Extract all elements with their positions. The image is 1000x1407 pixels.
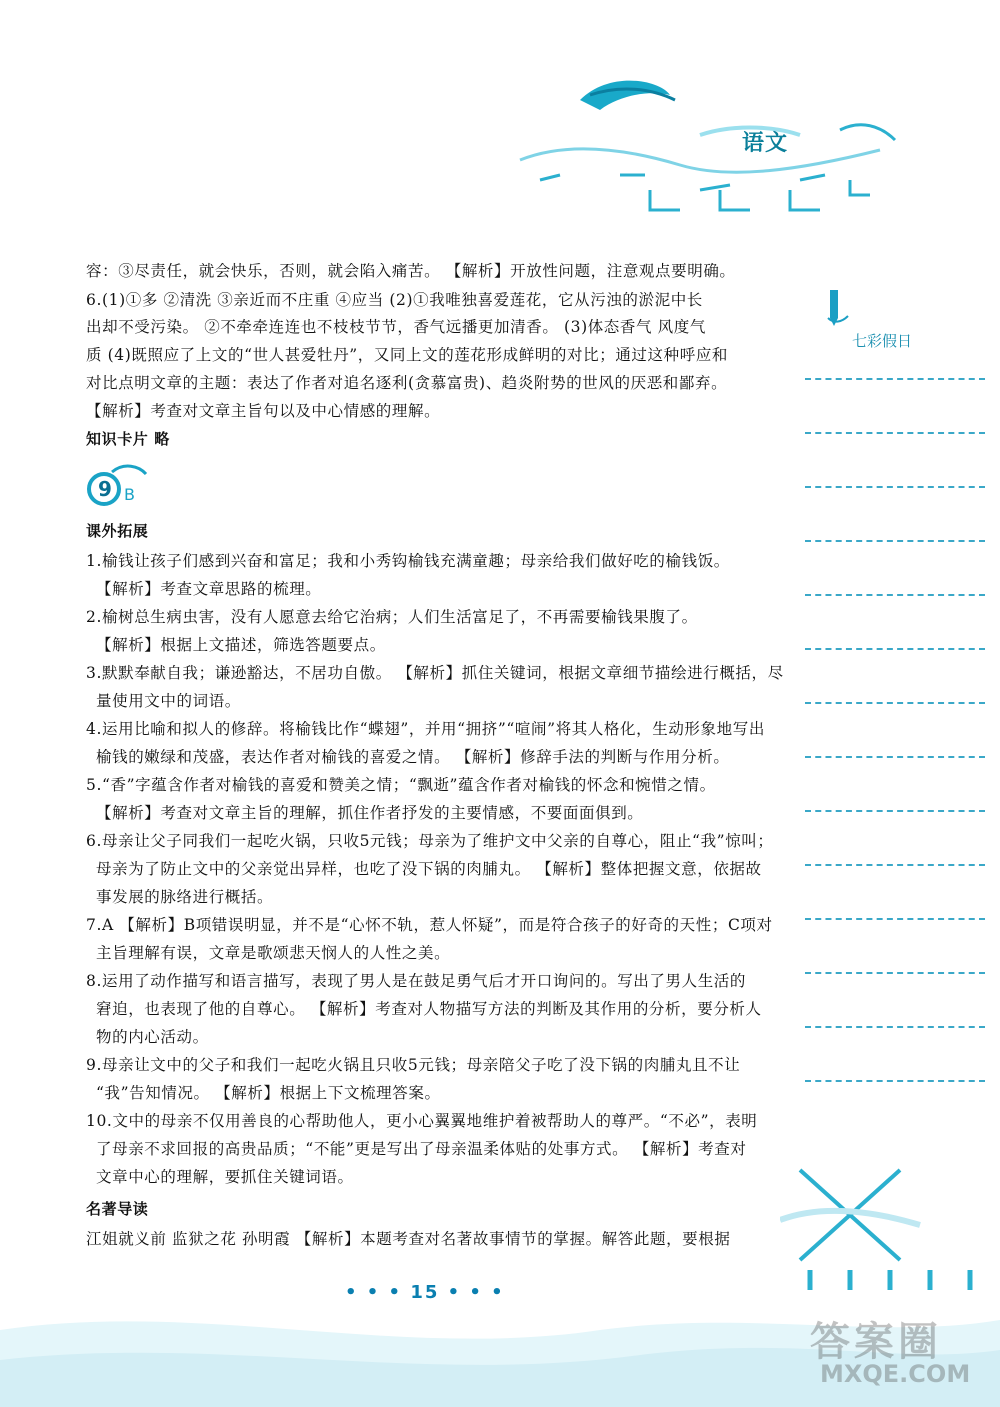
text-line: 事发展的脉络进行概括。 (96, 888, 274, 906)
note-line (805, 810, 985, 812)
note-line (805, 540, 985, 542)
text-line: “我”告知情况。 【解析】根据上下文梳理答案。 (96, 1084, 441, 1102)
note-line (805, 918, 985, 920)
text-line: 江姐就义前 监狱之花 孙明霞 【解析】本题考查对名著故事情节的掌握。解答此题，要根据 (86, 1230, 731, 1248)
watermark-url: MXQE.COM (820, 1360, 971, 1388)
text-line: 【解析】根据上文描述，筛选答题要点。 (96, 636, 386, 654)
section-heading: 名著导读 (86, 1200, 149, 1218)
sidebar-label: 七彩假日 (852, 332, 913, 350)
badge-letter: B (124, 485, 135, 504)
text-line: 2.榆树总生病虫害，没有人愿意去给它治病；人们生活富足了，不再需要榆钱果腹了。 (86, 608, 698, 626)
text-line: 【解析】考查文章思路的梳理。 (96, 580, 322, 598)
header-decoration (500, 40, 920, 220)
text-line: 出却不受污染。 ②不牵牵连连也不枝枝节节，香气远播更加清香。 (3)体态香气 风度气 (86, 318, 706, 336)
note-line (805, 378, 985, 380)
section-heading: 知识卡片 略 (86, 430, 170, 448)
text-line: 质 (4)既照应了上文的“世人甚爱牡丹”，又同上文的莲花形成鲜明的对比；通过这种呼应和 (86, 346, 729, 364)
text-line: 【解析】考查对文章主旨的理解，抓住作者抒发的主要情感，不要面面俱到。 (96, 804, 644, 822)
watermark-logo: 答案圈 (810, 1319, 942, 1365)
text-line: 9.母亲让文中的父子和我们一起吃火锅且只收5元钱；母亲陪父子吃了没下锅的肉脯丸且不让 (86, 1056, 741, 1074)
text-line: 5.“香”字蕴含作者对榆钱的喜爱和赞美之情；“飘逝”蕴含作者对榆钱的怀念和惋惜之情。 (86, 776, 716, 794)
text-line: 4.运用比喻和拟人的修辞。将榆钱比作“蝶翅”，并用“拥挤”“喧闹”将其人格化，生动形象地写出 (86, 720, 765, 738)
note-line (805, 432, 985, 434)
badge-number: 9 (98, 477, 112, 501)
text-line: 文章中心的理解，要抓住关键词语。 (96, 1168, 354, 1186)
text-line: 容：③尽责任，就会快乐，否则，就会陷入痛苦。 【解析】开放性问题，注意观点要明确。 (86, 262, 736, 280)
text-line: 6.(1)①多 ②清洗 ③亲近而不庄重 ④应当 (2)①我唯独喜爱莲花，它从污浊的淤泥中长 (86, 291, 703, 309)
text-line: 量使用文中的词语。 (96, 692, 241, 710)
page-number: • • • 15 • • • (345, 1282, 505, 1303)
text-line: 8.运用了动作描写和语言描写，表现了男人是在鼓足勇气后才开口询问的。写出了男人生活的 (86, 972, 746, 990)
section-badge (84, 462, 164, 512)
text-line: 了母亲不求回报的高贵品质；“不能”更是写出了母亲温柔体贴的处事方式。 【解析】考查对 (96, 1140, 747, 1158)
text-line: 10.文中的母亲不仅用善良的心帮助他人，更小心翼翼地维护着被帮助人的尊严。“不必”，表明 (86, 1112, 758, 1130)
text-line: 【解析】考查对文章主旨句以及中心情感的理解。 (86, 402, 441, 420)
note-line (805, 864, 985, 866)
note-line (805, 1026, 985, 1028)
note-line (805, 486, 985, 488)
text-line: 主旨理解有误，文章是歌颂悲天悯人的人性之美。 (96, 944, 451, 962)
note-line (805, 594, 985, 596)
note-line (805, 1080, 985, 1082)
subject-title: 语文 (742, 131, 789, 156)
text-line: 母亲为了防止文中的父亲觉出异样，也吃了没下锅的肉脯丸。 【解析】整体把握文意，依据故 (96, 860, 762, 878)
text-line: 6.母亲让父子同我们一起吃火锅，只收5元钱；母亲为了维护文中父亲的自尊心，阻止“我”惊叫； (86, 832, 774, 850)
text-line: 物的内心活动。 (96, 1028, 209, 1046)
note-line (805, 756, 985, 758)
text-line: 7.A 【解析】B项错误明显，并不是“心怀不轨，惹人怀疑”，而是符合孩子的好奇的天性；C项对 (86, 916, 773, 934)
footer-decoration (780, 1150, 1000, 1300)
note-line (805, 972, 985, 974)
text-line: 对比点明文章的主题：表达了作者对追名逐利(贪慕富贵)、趋炎附势的世风的厌恶和鄙弃。 (86, 374, 728, 392)
note-line (805, 702, 985, 704)
text-line: 榆钱的嫩绿和茂盛，表达作者对榆钱的喜爱之情。 【解析】修辞手法的判断与作用分析。 (96, 748, 730, 766)
text-line: 1.榆钱让孩子们感到兴奋和富足；我和小秀钩榆钱充满童趣；母亲给我们做好吃的榆钱饭。 (86, 552, 730, 570)
pen-icon (820, 288, 850, 328)
section-heading: 课外拓展 (86, 522, 149, 540)
text-line: 3.默默奉献自我；谦逊豁达，不居功自傲。 【解析】抓住关键词，根据文章细节描绘进行概括，尽 (86, 664, 784, 682)
text-line: 窘迫，也表现了他的自尊心。 【解析】考查对人物描写方法的判断及其作用的分析，要分析人 (96, 1000, 762, 1018)
note-line (805, 648, 985, 650)
